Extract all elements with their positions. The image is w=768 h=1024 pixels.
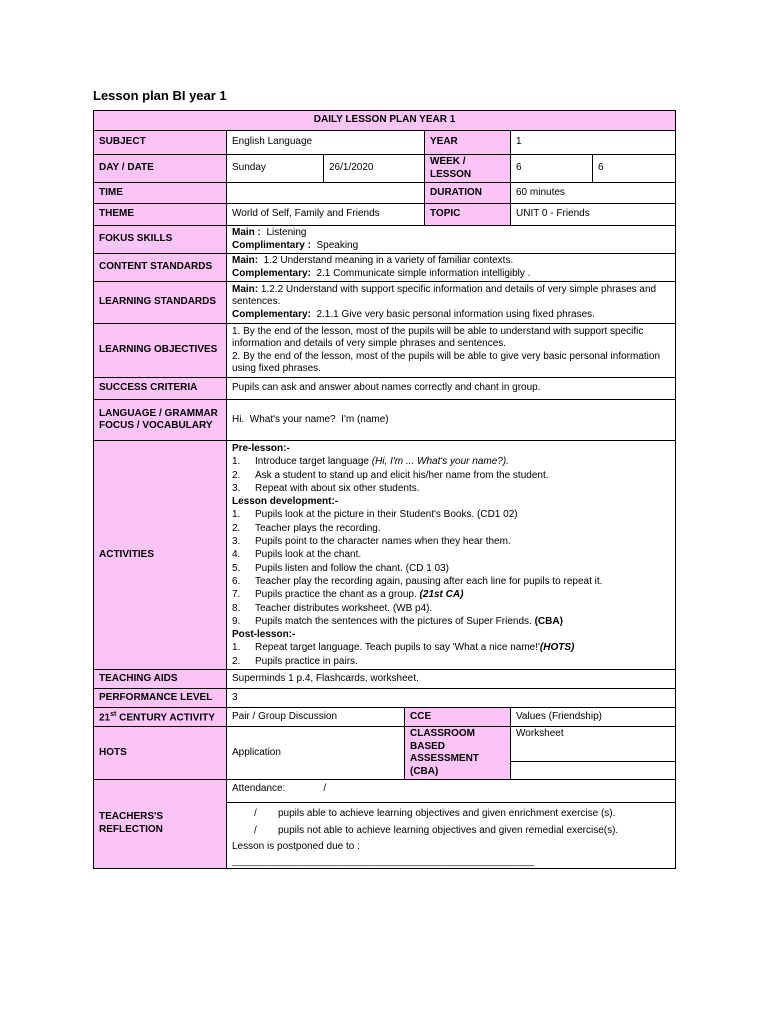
- cba-value: Worksheet: [511, 727, 676, 762]
- century-activity-value: Pair / Group Discussion: [227, 708, 405, 727]
- postponed-blank-line: ___________________________________________________________________: [232, 856, 534, 867]
- success-criteria-value: Pupils can ask and answer about names correctly and chant in group.: [227, 378, 676, 400]
- lesson-value: 6: [593, 155, 676, 183]
- time-value: [227, 183, 425, 204]
- reflection-line-remedial: / pupils not able to achieve learning objectives and given remedial exercise(s).: [254, 825, 619, 837]
- teaching-aids-value: Superminds 1 p.4, Flashcards, worksheet.: [227, 670, 676, 689]
- subject-label: SUBJECT: [94, 131, 227, 155]
- cs-comp-value: 2.1 Communicate simple information intelligibly .: [310, 267, 531, 279]
- learning-objectives-value: [227, 324, 676, 378]
- content-standards-value: [227, 254, 676, 282]
- hots-value: Application: [227, 727, 405, 780]
- cba-blank: [511, 761, 676, 780]
- list-item: 2. Pupils practice in pairs.: [232, 655, 358, 667]
- focus-comp-label: Complimentary :: [232, 239, 311, 251]
- document-title: Lesson plan BI year 1: [93, 88, 227, 103]
- objective-1: 1. By the end of the lesson, most of the pupils will be able to understand with support specific information and details of very simple phrases and sentences.: [232, 325, 644, 349]
- focus-skills-value: [227, 226, 676, 254]
- week-value: 6: [511, 155, 593, 183]
- ls-main-value: 1.2.2 Understand with support specific information and details of very simple phrases and sentences.: [232, 283, 657, 308]
- lesson-development-heading: Lesson development:-: [232, 496, 339, 508]
- cs-main-value: 1.2 Understand meaning in a variety of familiar contexts.: [258, 255, 514, 266]
- success-criteria-label: SUCCESS CRITERIA: [94, 378, 227, 400]
- cce-label: CCE: [405, 708, 511, 727]
- ls-comp-value: 2.1.1 Give very basic personal information using fixed phrases.: [310, 308, 595, 320]
- activities-value: [227, 441, 676, 670]
- learning-standards-value: [227, 282, 676, 324]
- duration-label: DURATION: [425, 183, 511, 204]
- list-item: 1. Pupils look at the picture in their Student's Books. (CD1 02): [232, 509, 518, 521]
- activities-label: ACTIVITIES: [94, 441, 227, 670]
- reflection-value: [227, 780, 676, 869]
- reflection-line-enrichment: / pupils able to achieve learning objectives and given enrichment exercise (s).: [254, 807, 616, 819]
- list-item: 6. Teacher play the recording again, pausing after each line for pupils to repeat it.: [232, 575, 603, 587]
- list-item: 7. Pupils practice the chant as a group. (21st CA): [232, 589, 464, 601]
- year-label: YEAR: [425, 131, 511, 155]
- list-item: 9. Pupils match the sentences with the pictures of Super Friends. (CBA): [232, 615, 563, 627]
- topic-value: UNIT 0 - Friends: [511, 204, 676, 226]
- list-item: 2. Teacher plays the recording.: [232, 522, 381, 534]
- learning-objectives-label: LEARNING OBJECTIVES: [94, 324, 227, 378]
- objective-2: 2. By the end of the lesson, most of the pupils will be able to give very basic personal information using fixed phrases.: [232, 350, 661, 374]
- teaching-aids-label: TEACHING AIDS: [94, 670, 227, 689]
- focus-main-label: Main :: [232, 227, 261, 238]
- cce-value: Values (Friendship): [511, 708, 676, 727]
- postponed-label: Lesson is postponed due to :: [232, 840, 360, 852]
- attendance-line: Attendance: /: [227, 780, 675, 803]
- pre-lesson-heading: Pre-lesson:-: [232, 443, 290, 454]
- table-header: DAILY LESSON PLAN YEAR 1: [94, 111, 676, 131]
- content-standards-label: CONTENT STANDARDS: [94, 254, 227, 282]
- list-item: 1. Introduce target language (Hi, I'm ... What's your name?).: [232, 456, 509, 468]
- subject-value: English Language: [227, 131, 425, 155]
- ls-main-label: Main:: [232, 283, 259, 295]
- focus-main-value: Listening: [260, 227, 307, 238]
- focus-comp-value: Speaking: [310, 239, 359, 251]
- duration-value: 60 minutes: [511, 183, 676, 204]
- performance-level-label: PERFORMANCE LEVEL: [94, 689, 227, 708]
- time-label: TIME: [94, 183, 227, 204]
- theme-value: World of Self, Family and Friends: [227, 204, 425, 226]
- topic-label: TOPIC: [425, 204, 511, 226]
- date-value: 26/1/2020: [324, 155, 425, 183]
- century-activity-label: 21st CENTURY ACTIVITY: [94, 708, 227, 727]
- cs-comp-label: Complementary:: [232, 267, 311, 279]
- day-value: Sunday: [227, 155, 324, 183]
- list-item: 2. Ask a student to stand up and elicit his/her name from the student.: [232, 469, 549, 481]
- list-item: 1. Repeat target language. Teach pupils to say 'What a nice name!'(HOTS): [232, 642, 575, 654]
- week-lesson-label: WEEK / LESSON: [425, 155, 511, 183]
- list-item: 3. Repeat with about six other students.: [232, 482, 420, 494]
- performance-level-value: 3: [227, 689, 676, 708]
- day-date-label: DAY / DATE: [94, 155, 227, 183]
- post-lesson-heading: Post-lesson:-: [232, 629, 296, 641]
- reflection-label: TEACHERS'S REFLECTION: [94, 780, 227, 869]
- hots-label: HOTS: [94, 727, 227, 780]
- list-item: 8. Teacher distributes worksheet. (WB p4).: [232, 602, 433, 614]
- list-item: 5. Pupils listen and follow the chant. (CD 1 03): [232, 562, 449, 574]
- cs-main-label: Main:: [232, 255, 259, 266]
- learning-standards-label: LEARNING STANDARDS: [94, 282, 227, 324]
- list-item: 3. Pupils point to the character names when they hear them.: [232, 536, 511, 548]
- theme-label: THEME: [94, 204, 227, 226]
- language-focus-value: Hi. What's your name? I'm (name): [227, 400, 676, 441]
- list-item: 4. Pupils look at the chant.: [232, 549, 362, 561]
- lesson-plan-table: [93, 110, 676, 869]
- year-value: 1: [511, 131, 676, 155]
- cba-label: CLASSROOM BASED ASSESSMENT (CBA): [405, 727, 511, 780]
- language-focus-label: LANGUAGE / GRAMMAR FOCUS / VOCABULARY: [94, 400, 227, 441]
- ls-comp-label: Complementary:: [232, 308, 311, 320]
- focus-skills-label: FOKUS SKILLS: [94, 226, 227, 254]
